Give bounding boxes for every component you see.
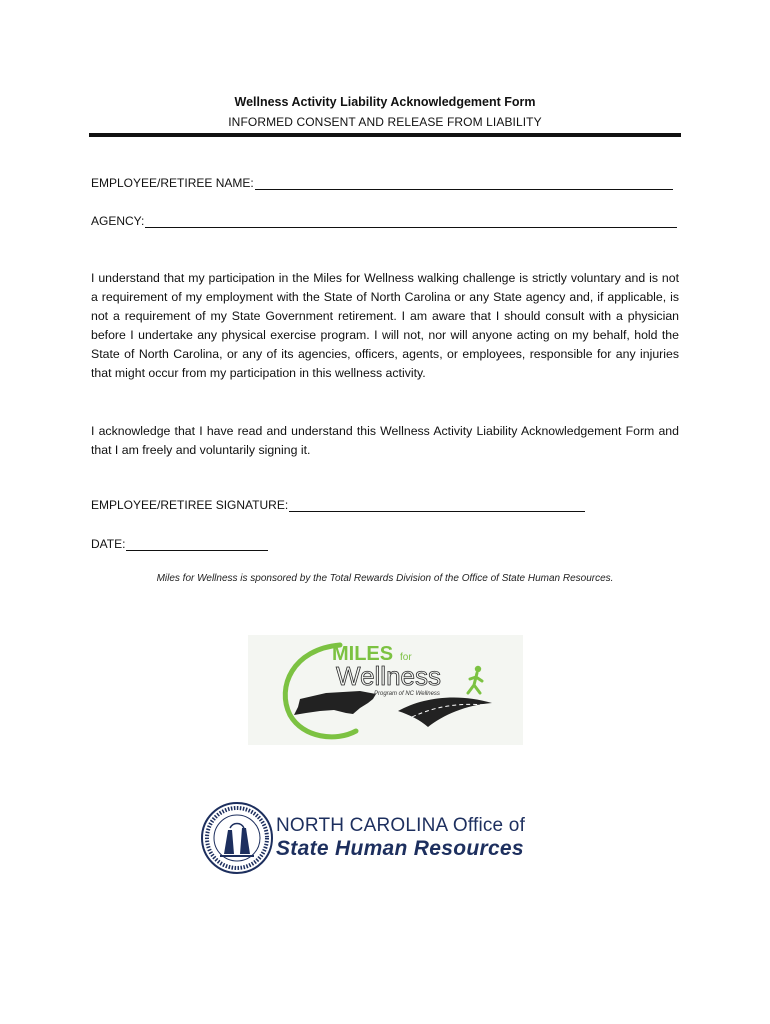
- signature-label: EMPLOYEE/RETIREE SIGNATURE:: [91, 498, 289, 512]
- oshr-line-1: NORTH CAROLINA Office of: [276, 815, 526, 836]
- acknowledgement-paragraph: I acknowledge that I have read and understand this Wellness Activity Liability Acknowledgement Form and that I am freely and voluntarily signing it.: [91, 424, 679, 457]
- signature-field[interactable]: [91, 498, 585, 512]
- wellness-word: Wellness: [336, 661, 442, 691]
- date-line[interactable]: [126, 538, 268, 551]
- oshr-line-2: State Human Resources: [276, 837, 524, 860]
- for-word: for: [400, 652, 412, 663]
- form-subtitle: INFORMED CONSENT AND RELEASE FROM LIABILITY: [228, 115, 542, 129]
- consent-paragraph: I understand that my participation in the Miles for Wellness walking challenge is strictly voluntary and is not a requirement of my employment with the State of North Carolina or any State agency and, if applicable, is not a requirement of my State Government retirement. I am aware that I should consult with a physician before I undertake any physical exercise program. I will not, nor will anyone acting on my behalf, hold the State of North Carolina, or any of its agencies, officers, agents, or employees, responsible for any injuries that might occur from my participation in this wellness activity.: [91, 271, 679, 380]
- agency-field[interactable]: [91, 214, 677, 228]
- title-divider: [89, 133, 681, 137]
- sponsor-note: Miles for Wellness is sponsored by the Total Rewards Division of the Office of State Human Resources.: [156, 573, 614, 584]
- date-label: DATE:: [91, 537, 126, 551]
- employee-name-label: EMPLOYEE/RETIREE NAME:: [91, 176, 254, 190]
- program-tagline: Program of NC Wellness: [374, 691, 440, 697]
- employee-name-field[interactable]: [91, 176, 673, 190]
- agency-label: AGENCY:: [91, 214, 145, 228]
- miles-for-wellness-logo: [248, 635, 523, 745]
- form-title: Wellness Activity Liability Acknowledgement Form: [234, 95, 536, 109]
- agency-line[interactable]: [145, 215, 677, 228]
- date-field[interactable]: [91, 537, 268, 551]
- signature-line[interactable]: [289, 499, 585, 512]
- miles-word: MILES: [332, 643, 394, 665]
- employee-name-line[interactable]: [255, 177, 673, 190]
